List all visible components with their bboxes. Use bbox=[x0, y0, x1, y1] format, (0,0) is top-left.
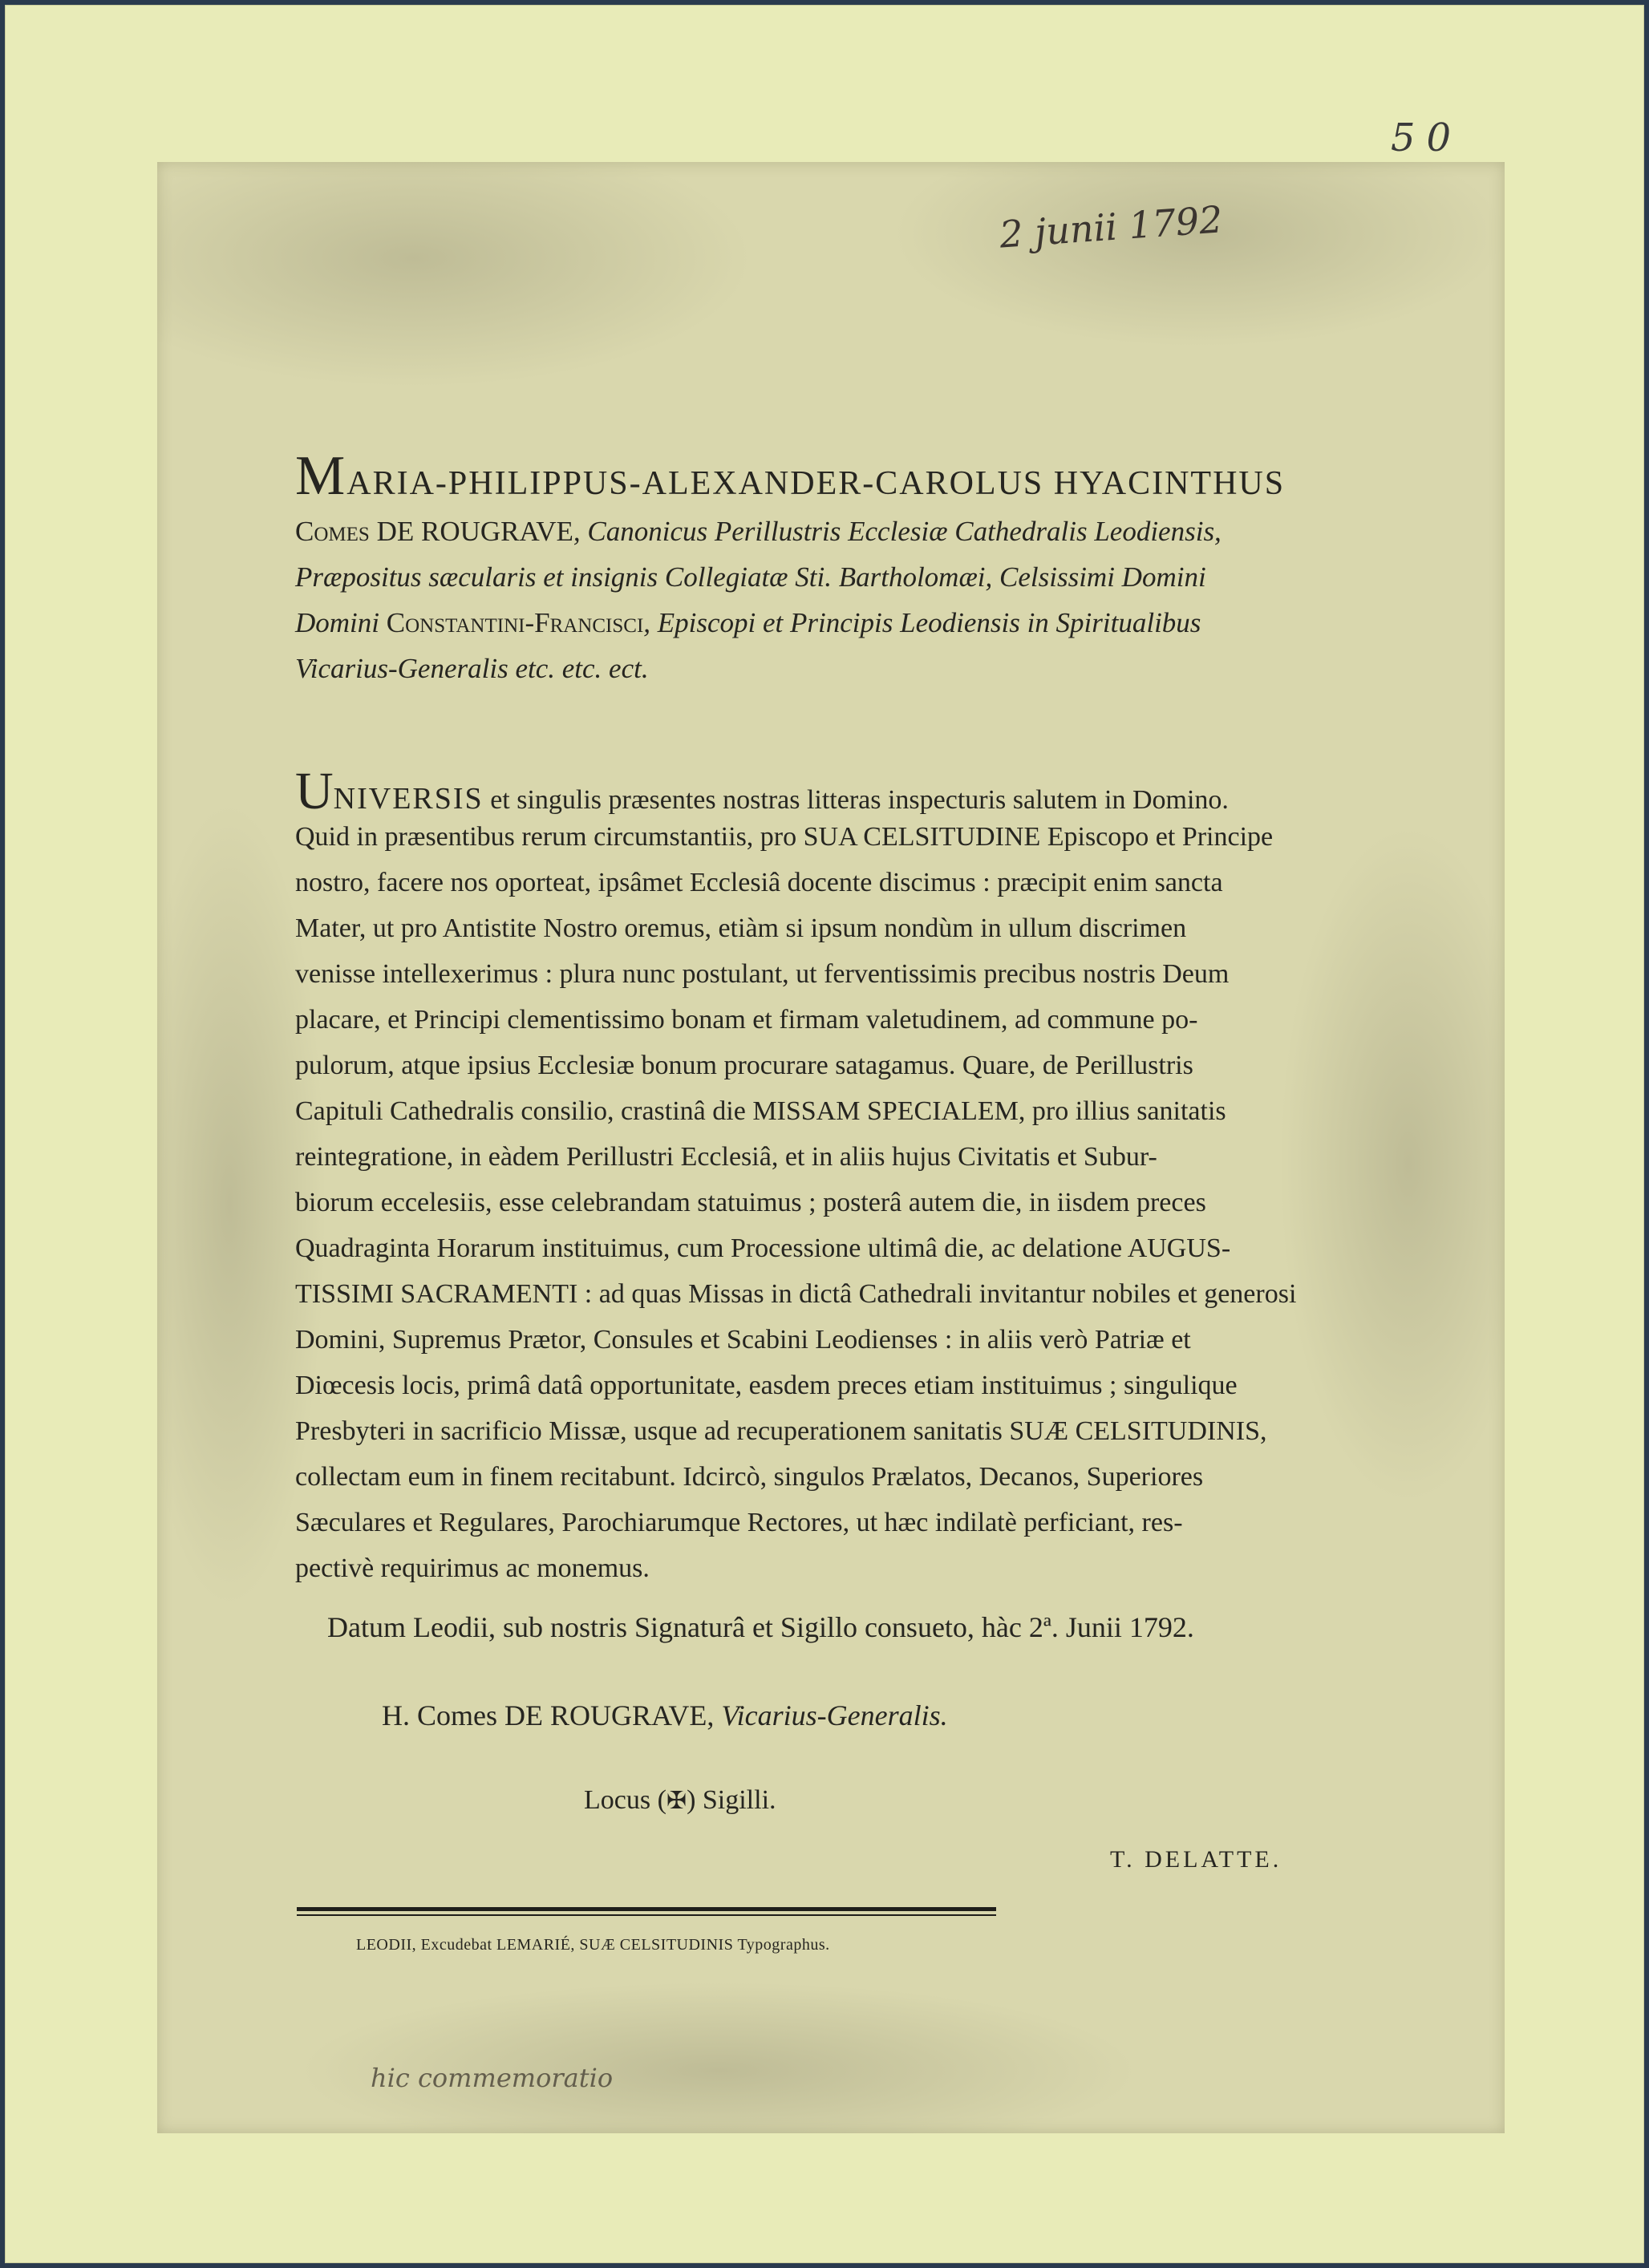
body-line: reintegratione, in eàdem Perillustri Ecclesiâ, et in aliis hujus Civitatis et Subur- bbox=[295, 1142, 1157, 1172]
body-line: placare, et Principi clementissimo bonam et firmam valetudinem, ad commune po- bbox=[295, 1005, 1198, 1035]
signatory-name: H. Comes DE ROUGRAVE, bbox=[382, 1699, 715, 1731]
body-line-0 bbox=[295, 762, 1333, 820]
body-line: TISSIMI SACRAMENTI : ad quas Missas in dictâ Cathedrali invitantur nobiles et generosi bbox=[295, 1279, 1297, 1309]
body-line: Sæculares et Regulares, Parochiarumque Rectores, ut hæc indilatè perficiant, res- bbox=[295, 1508, 1183, 1537]
body-line: collectam eum in finem recitabunt. Idcircò, singulos Prælatos, Decanos, Superiores bbox=[295, 1462, 1204, 1492]
header-title-1: , Canonicus Perillustris Ecclesiæ Cathedralis Leodiensis, bbox=[573, 516, 1222, 547]
issuer-name-initial: M bbox=[295, 445, 347, 507]
maltese-cross-icon: ✠ bbox=[666, 1787, 687, 1815]
handwritten-date: 2 junii 1792 bbox=[998, 197, 1225, 257]
header-comes: Comes bbox=[295, 516, 370, 547]
header-line-3 bbox=[295, 600, 1354, 646]
issuer-name-rest: ARIA-PHILIPPUS-ALEXANDER-CAROLUS HYACINTHUS bbox=[346, 465, 1286, 502]
header-title-4: Vicarius-Generalis etc. etc. ect. bbox=[295, 653, 649, 684]
body-line: Mater, ut pro Antistite Nostro oremus, etiàm si ipsum nondùm in ullum discrimen bbox=[295, 913, 1187, 943]
body-line-text: et singulis præsentes nostras litteras inspecturis salutem in Domino. bbox=[483, 785, 1229, 815]
header-title-3: , Episcopi et Principis Leodiensis in Spiritualibus bbox=[643, 607, 1201, 638]
divider-thin bbox=[297, 1914, 996, 1916]
body-line: Quid in præsentibus rerum circumstantiis, pro SUA CELSITUDINE Episcopo et Principe bbox=[295, 822, 1274, 852]
body-line: Presbyteri in sacrificio Missæ, usque ad recuperationem sanitatis SUÆ CELSITUDINIS, bbox=[295, 1416, 1267, 1446]
body-line: pectivè requirimus ac monemus. bbox=[295, 1553, 650, 1583]
body-line: Capituli Cathedralis consilio, crastinâ die MISSAM SPECIALEM, pro illius sanitatis bbox=[295, 1096, 1226, 1126]
seal-text-after: ) Sigilli. bbox=[687, 1785, 776, 1815]
header-title-2: Præpositus sæcularis et insignis Collegiatæ Sti. Bartholomæi, Celsissimi Domini bbox=[295, 561, 1206, 593]
header-bishop-name: Constantini-Francisci bbox=[386, 607, 644, 638]
document-header bbox=[295, 444, 1354, 691]
body-line: nostro, facere nos oporteat, ipsâmet Ecclesiâ docente discimus : præcipit enim sancta bbox=[295, 868, 1223, 897]
body-dropcap: U bbox=[295, 762, 334, 820]
header-domini: Domini bbox=[295, 607, 379, 638]
header-line-1 bbox=[295, 508, 1354, 554]
body-line: Diœcesis locis, primâ datâ opportunitate, easdem preces etiam instituimus ; singulique bbox=[295, 1371, 1238, 1400]
folio-number: 50 bbox=[1391, 115, 1463, 160]
header-line-4 bbox=[295, 646, 1354, 691]
decree-body bbox=[295, 762, 1333, 1591]
bottom-handwriting: hic commemoratio bbox=[371, 2063, 614, 2093]
issuer-name bbox=[295, 444, 1354, 508]
seal-text-before: Locus ( bbox=[584, 1785, 666, 1815]
datum-line: Datum Leodii, sub nostris Signaturâ et Sigillo consueto, hàc 2ª. Junii 1792. bbox=[327, 1611, 1194, 1643]
signature-line bbox=[382, 1699, 948, 1732]
printer-imprint: LEODII, Excudebat LEMARIÉ, SUÆ CELSITUDINIS Typographus. bbox=[356, 1936, 830, 1954]
header-line-2 bbox=[295, 554, 1354, 600]
body-line: venisse intellexerimus : plura nunc postulant, ut ferventissimis precibus nostris Deum bbox=[295, 959, 1230, 989]
body-line: pulorum, atque ipsius Ecclesiæ bonum procurare satagamus. Quare, de Perillustris bbox=[295, 1051, 1193, 1080]
secretary-name: T. DELATTE. bbox=[1110, 1846, 1282, 1873]
body-opening-word: NIVERSIS bbox=[333, 782, 484, 816]
signatory-title: Vicarius-Generalis. bbox=[721, 1699, 948, 1731]
seal-placeholder bbox=[584, 1785, 776, 1816]
archival-board bbox=[5, 5, 1644, 2263]
body-line: Quadraginta Horarum instituimus, cum Processione ultimâ die, ac delatione AUGUS- bbox=[295, 1233, 1231, 1263]
header-surname: DE ROUGRAVE bbox=[376, 516, 573, 547]
divider-thick bbox=[297, 1907, 996, 1911]
body-line: biorum eccelesiis, esse celebrandam statuimus ; posterâ autem die, in iisdem preces bbox=[295, 1188, 1206, 1217]
body-line: Domini, Supremus Prætor, Consules et Scabini Leodienses : in aliis verò Patriæ et bbox=[295, 1325, 1191, 1355]
